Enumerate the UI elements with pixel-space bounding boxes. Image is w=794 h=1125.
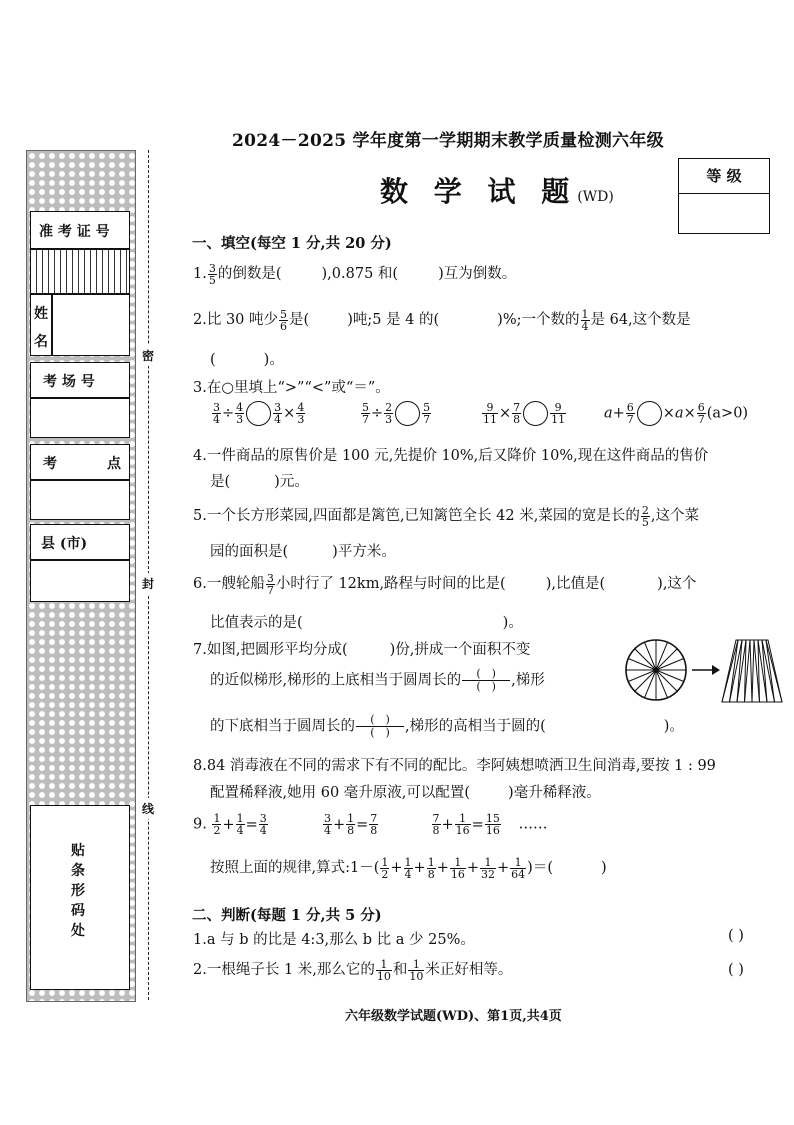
question-9-examples: 9. $\frac{1}{2}$ + $\frac{1}{4}$ = $\frac{3}{4}$ $\frac{3}{4}$ + $\frac{1}{8}$ = $\frac{7}{8}$ $\frac{7}{8}$ + $\frac{1}{16}$ = $\frac{15}{16}$ …… (193, 812, 548, 837)
grade-box (678, 158, 770, 234)
compare-b: $\frac{5}{7}$ ÷ $\frac{2}{3}$ $\frac{5}{7}$ (362, 401, 431, 426)
divided-circle-icon (626, 640, 686, 700)
exam-room-label-cell (30, 362, 130, 398)
question-4: 4.一件商品的原售价是 100 元,先提价 10%,后又降价 10%,现在这件商品的售价 (193, 448, 709, 464)
subject-title-row (380, 170, 614, 210)
county-field[interactable] (30, 560, 130, 602)
question-5-cont: 园的面积是( )平方米。 (210, 544, 396, 560)
exam-title: 2024－2025 学年度第一学期期末教学质量检测六年级 (232, 131, 664, 151)
question-6-cont: 比值表示的是( )。 (210, 615, 523, 631)
exam-site-label-cell (30, 444, 130, 480)
question-4-cont: 是( )元。 (210, 474, 309, 490)
grade-box-label: 等 级 (679, 159, 769, 194)
question-7: 7.如图,把圆形平均分成( )份,拼成一个面积不变 (193, 642, 531, 658)
compare-a: $\frac{3}{4}$ ÷ $\frac{4}{3}$ $\frac{3}{4}$ × $\frac{4}{3}$ (213, 401, 305, 426)
compare-circle[interactable] (395, 401, 420, 426)
page-footer: 六年级数学试题(WD)、第1页,共4页 (345, 1009, 562, 1024)
arrow-icon (692, 665, 720, 675)
county-label: 县 (市) (41, 536, 88, 552)
compare-circle[interactable] (523, 401, 548, 426)
exam-room-field[interactable] (30, 398, 130, 438)
answer-blank[interactable]: ( ) (356, 714, 404, 727)
question-7-line3: 的下底相当于圆周长的 $\frac{( )}{( )}$ ,梯形的高相当于圆的( )。 (210, 713, 684, 739)
name-label-1: 姓 (34, 306, 48, 322)
example-3: $\frac{7}{8}$ + $\frac{1}{16}$ = $\frac{15}{16}$ (432, 812, 500, 837)
question-8-cont: 配置稀释液,她用 60 毫升原液,可以配置( )毫升稀释液。 (210, 785, 601, 801)
answer-blank[interactable]: ( ) (462, 668, 510, 681)
exam-site-field[interactable] (30, 480, 130, 520)
county-label-cell (30, 524, 130, 560)
circle-to-trapezoid-figure (620, 630, 785, 714)
question-2: 2.比 30 吨少 $\frac{5}{6}$ 是( )吨;5 是 4 的( )%;一个数的 $\frac{1}{4}$ 是 64,这个数是 (193, 307, 691, 333)
question-7-line2: 的近似梯形,梯形的上底相当于圆周长的 $\frac{( )}{( )}$ ,梯形 (210, 667, 545, 693)
exam-id-cell (30, 211, 130, 249)
question-8: 8.84 消毒液在不同的需求下有不同的配比。李阿姨想喷洒卫生间消毒,要按 1 : 99 (193, 758, 716, 774)
judge-2: 2.一根绳子长 1 米,那么它的 $\frac{1}{10}$ 和 $\frac{1}{10}$ 米正好相等。 (193, 957, 513, 983)
question-2-cont: ( )。 (210, 352, 284, 368)
question-3: 3.在○里填上“>”“<”或“＝”。 (193, 380, 390, 396)
name-cell (30, 294, 130, 356)
exam-id-label: 准 考 证 号 (39, 224, 110, 240)
seal-char-feng: 封 (142, 573, 154, 594)
question-1: 1. $\frac{3}{5}$ 的倒数是( ),0.875 和( )互为倒数。 (193, 261, 517, 287)
compare-circle[interactable] (637, 401, 662, 426)
question-9-pattern: 按照上面的规律,算式:1－( $\frac{1}{2}$ + $\frac{1}{4}$ + $\frac{1}{8}$ + $\frac{1}{16}$ + $\frac{1}{32}$ + $\frac{1}{64}$ )＝( ) (210, 855, 607, 881)
subject-title: 数 学 试 题 (380, 175, 578, 208)
compare-c: $\frac{9}{11}$ × $\frac{7}{8}$ $\frac{9}{11}$ (483, 401, 566, 426)
version-label: (WD) (577, 189, 614, 205)
section2-title: 二、判断(每题 1 分,共 5 分) (192, 907, 382, 924)
barcode-label: 贴条形码处 (71, 843, 85, 939)
example-2: $\frac{3}{4}$ + $\frac{1}{8}$ = $\frac{7}{8}$ (323, 812, 378, 837)
section1-title: 一、填空(每空 1 分,共 20 分) (192, 235, 392, 252)
example-1: $\frac{1}{2}$ + $\frac{1}{4}$ = $\frac{3}{4}$ (213, 812, 267, 837)
judge-2-answer[interactable]: ( ) (728, 962, 744, 978)
trapezoid-icon (722, 640, 782, 702)
compare-circle[interactable] (246, 401, 271, 426)
exam-site-label-1: 考 (43, 456, 57, 472)
grade-field[interactable] (679, 194, 769, 232)
seal-char-mi: 密 (142, 345, 154, 366)
exam-id-grid[interactable] (30, 249, 130, 294)
judge-1-answer[interactable]: ( ) (728, 928, 744, 944)
exam-room-label: 考 场 号 (43, 374, 95, 390)
exam-site-label-2: 点 (107, 456, 121, 472)
seal-char-xian: 线 (142, 798, 154, 819)
question-5: 5.一个长方形菜园,四面都是篱笆,已知篱笆全长 42 米,菜园的宽是长的 $\frac{2}{5}$ ,这个菜 (193, 503, 699, 529)
name-label-2: 名 (34, 334, 48, 350)
question-6: 6.一艘轮船 $\frac{3}{7}$ 小时行了 12km,路程与时间的比是( ),比值是( ),这个 (193, 571, 697, 597)
compare-d: a+ $\frac{6}{7}$ ×a× $\frac{6}{7}$ (a>0) (604, 401, 749, 426)
judge-1: 1.a 与 b 的比是 4:3,那么 b 比 a 少 25%。 (193, 932, 475, 948)
barcode-area[interactable] (30, 805, 130, 990)
